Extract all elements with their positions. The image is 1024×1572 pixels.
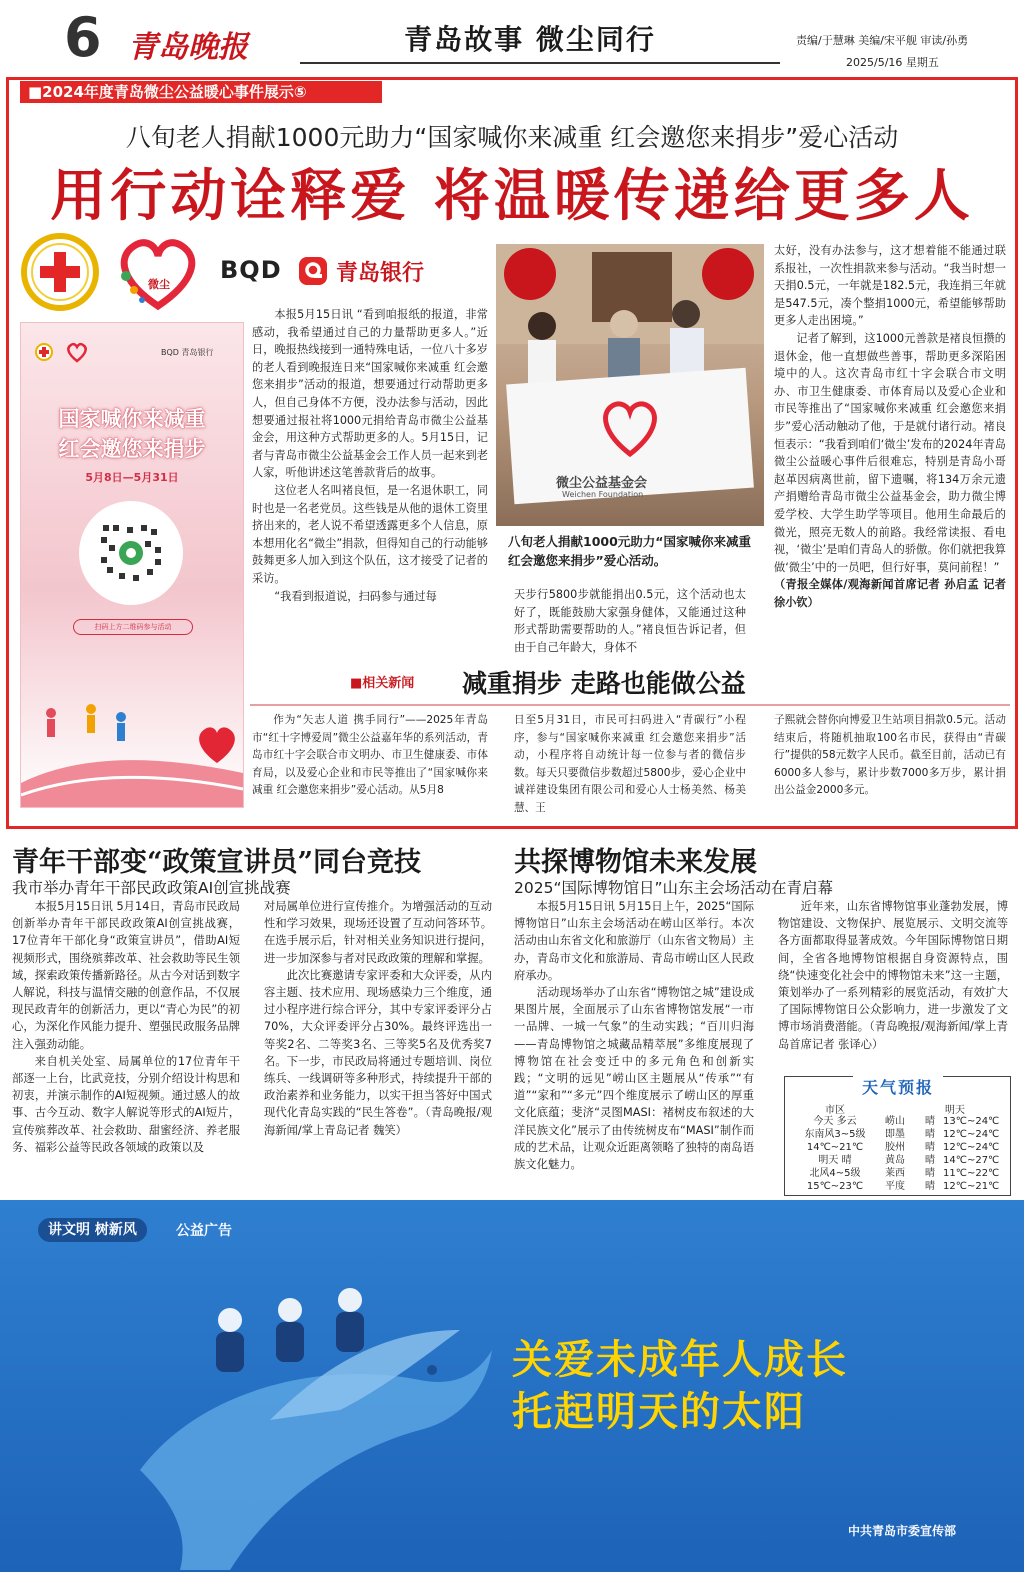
newspaper-name: 青岛晚报 [128,30,248,65]
public-service-ad [0,1200,1024,1572]
poster-red-cross-icon [35,343,53,361]
ad-line-2: 托起明天的太阳 [512,1388,806,1435]
weather-line: 北风4~5级 [809,1168,861,1179]
activity-poster [20,322,244,808]
article-right-title: 共探博物馆未来发展 [514,847,757,878]
weather-line: 15℃~23℃ [806,1181,864,1192]
ad-tag: 讲文明 树新风 [38,1218,147,1242]
related-title: 减重捐步 走路也能做公益 [462,669,746,698]
paragraph: “我看到报道说，扫码参与通过每 [274,589,437,603]
runners-illustration [21,683,243,807]
weather-line: 今天 多云 [813,1116,857,1127]
header-rule [300,62,780,64]
bank-name: 青岛银行 [336,261,425,286]
feature-column-1 [252,306,488,605]
paragraph: 对局属单位进行宣传推介。为增强活动的互动性和学习效果，现场还设置了互动问答环节。在选手展示后，针对相关业务知识进行提问，进一步加深参与者对民政政策的理解和掌握。 [264,900,492,965]
paragraph: 太好，没有办法参与，这才想着能不能通过联系报社，一次性捐款来参与活动。“我当时想一天捐0.5元，一年就是182.5元，我连捐三年就是547.5元，凑个整捐1000元，希望能够帮助更多人走出困境。” [774,244,1006,328]
bqd-logo: BQD [220,256,282,284]
flag-text: 微尘公益基金会 [556,476,648,491]
related-tag: ■相关新闻 [350,676,415,691]
related-news-header [350,664,1000,700]
sponsor-logos [20,232,490,312]
article-left-subtitle: 我市举办青年干部民政政策AI创宣挑战赛 [12,879,291,897]
paragraph: 来自机关处室、局属单位的17位青年干部逐一上台，比武竞技，分别介绍设计构思和初衷，并演示制作的AI短视频。通过感人的故事、古今互动、数字人解说等形式的AI短片，宣传殡葬改革、社会救助、甜蜜经济、养老服务、福彩公益等民政各领域的政策以及 [12,1054,240,1154]
page-number: 6 [64,6,102,69]
article-left-column-1 [12,898,240,1156]
poster-dates: 5月8日—5月31日 [85,471,179,484]
issue-date: 2025/5/16 星期五 [846,56,939,69]
poster-heart-icon [65,341,89,363]
flag-text-en: Weichen Foundation [562,490,644,499]
paragraph: 此次比赛邀请专家评委和大众评委，从内容主题、技术应用、现场感染力三个维度，通过小程序进行综合评分，其中专家评委评分占70%，大众评委评分占30%。最终评选出一等奖2名、二等奖3名、三等奖5名及优秀奖7名。下一步，市民政局将通过专题培训、岗位练兵、一线调研等多种形式，持续提升干部的政治素养和业务能力，以实干担当答好中国式现代化青岛实践的“民生答卷”。（青岛晚报/观海新闻/掌上青岛记者 魏笑） [264,968,492,1137]
ad-sponsor: 中共青岛市委宣传部 [848,1524,957,1538]
weather-title: 天气预报 [853,1075,943,1095]
paragraph: 近年来，山东省博物馆事业蓬勃发展，博物馆建设、文物保护、展览展示、文明交流等各方面都取得显著成效。今年国际博物馆日期间，全省各地博物馆根据自身资源特点，围绕“快速变化社会中的博物馆未来”这一主题，策划举办了一系列精彩的展览活动，有效扩大了国际博物馆日公众影响力，进一步激发了文博市场消费潜能。（青岛晚报/观海新闻/掌上青岛首席记者 张译心） [778,900,1008,1051]
article-right-subtitle: 2025“国际博物馆日”山东主会场活动在青启幕 [514,879,834,897]
article-left-column-2 [264,898,492,1139]
poster-line-2: 红会邀您来捐步 [58,437,206,461]
feature-column-2 [514,586,746,656]
district-row: 黄岛 晴 14℃~27℃ [885,1155,1000,1166]
related-column-3 [774,712,1006,800]
related-column-1 [252,712,488,800]
district-row: 崂山 晴 13℃~24℃ [885,1116,1000,1127]
related-column-2 [514,712,746,818]
paragraph: 本报5月15日讯 5月14日，青岛市民政局创新举办青年干部民政政策AI创宣挑战赛，17位青年干部化身“政策宣讲员”，借助AI短视频形式，围绕殡葬改革、社会救助等民生领域，探索政策传播新路径。从古今对话到数字人解说，科技与温情交融的创意作品，不仅展现民政青年的创新活力，更以“青心为民”的初心，为深化作风能力提升、塑强民政服务品牌注入强劲动能。 [12,900,240,1051]
feature-photo [496,244,764,526]
paragraph: 这位老人名叫褚良恒，是一名退休职工，同时也是一名老党员。这些钱是从他的退休工资里挤出来的，老人说不希望透露更多个人信息，原本想用化名“微尘”捐款，但得知自己的行动能够鼓舞更多人加入到这个队伍，这才接受了记者的采访。 [252,483,488,585]
weather-box [784,1076,1011,1196]
weather-tomorrow-label: 明天 [945,1105,965,1116]
qr-code[interactable] [79,501,183,605]
feature-banner: ■2024年度青岛微尘公益暖心事件展示⑤ [20,81,382,103]
paragraph: 记者了解到，这1000元善款是褚良恒攒的退休金，他一直想做些善事，帮助更多深陷困境中的人。这次青岛市红十字会联合市文明办、市卫生健康委、市体育局以及爱心企业和市民等推出了“国家喊你来减重 红会邀您来捐步”爱心活动触动了他，于是就付诸行动。褚良恒表示：“我看到咱们‘微尘’发布的2024年青岛微尘公益暖心事件后很难忘，特别是青岛小哥赵革因病离世前，留下遗嘱，将134万余元遗产捐赠给青岛市微尘公益基金会，助力微尘博爱学校、大学生助学等项目。他用生命最后的微光，照亮无数人的前路。我经常读报、看电视，‘微尘’是咱们青岛人的骄傲。你们就把我算做‘微尘’中的一员吧，但行好事，莫问前程！” [774,331,1006,574]
article-left-title: 青年干部变“政策宣讲员”同台竞技 [12,847,422,878]
ad-line-1: 关爱未成年人成长 [512,1336,848,1383]
weather-city-forecast [789,1115,881,1193]
related-rule [250,704,1010,706]
weather-line: 东南风3~5级 [804,1129,866,1140]
district-row: 平度 晴 12℃~21℃ [885,1181,1000,1192]
weather-line: 明天 晴 [818,1155,852,1166]
article-right-column-2 [778,898,1008,1053]
feature-column-3 [774,242,1006,611]
ad-type: 公益广告 [176,1223,232,1239]
weather-city-label: 市区 [825,1105,845,1116]
article-right-column-1 [514,898,754,1173]
feature-title: 用行动诠释爱 将温暖传递给更多人 [50,163,974,229]
feature-subtitle: 八旬老人捐献1000元助力“国家喊你来减重 红会邀您来捐步”爱心活动 [125,123,899,152]
poster-bank-logo: BQD 青岛银行 [161,348,214,357]
weichen-heart-icon [112,232,204,312]
district-row: 胶州 晴 12℃~24℃ [885,1142,1000,1153]
bank-q-icon [298,256,328,286]
qr-pattern-icon [79,501,183,605]
district-row: 莱西 晴 11℃~22℃ [885,1168,1000,1179]
scan-hint: 扫码上方二维码参与活动 [73,619,193,635]
poster-line-1: 国家喊你来减重 [58,407,206,431]
paragraph: 活动现场举办了山东省“博物馆之城”建设成果图片展，全面展示了山东省博物馆发展“一市一品牌、一城一气象”的生动实践；“百川归海——青岛博物馆之城藏品精萃展”多维度展现了博物馆在社会变迁中的多元角色和创新实践；“文明的远见”崂山区主题展从“传承”“有道”“家和”“多元”四个维度展示了崂山区的厚重文化底蕴；斐济“灵图MASI：褚树皮布叙述的大洋民族文化”展示了由传统树皮布“MASI”制作而成的艺术品，让观众近距离领略了独特的南岛语族文化魅力。 [514,986,754,1172]
editor-credits: 责编/于慧琳 美编/宋平舰 审读/孙勇 [796,34,969,47]
weather-line: 14℃~21℃ [806,1142,864,1153]
photo-caption: 八旬老人捐献1000元助力“国家喊你来减重 红会邀您来捐步”爱心活动。 [508,534,752,568]
weather-district-list [885,1115,1007,1193]
paragraph: 作为“矢志人道 携手同行”——2025年青岛市“红十字博爱周”微尘公益嘉年华的系列活动，青岛市红十字会联合市文明办、市卫生健康委、市体育局，以及爱心企业和市民等推出了“国家喊你来减重 红会邀您来捐步”爱心活动。从5月8 [252,714,488,797]
red-cross-icon [20,232,100,312]
paragraph: 本报5月15日讯 5月15日上午，2025“国际博物馆日”山东主会场活动在崂山区举行。本次活动由山东省文化和旅游厅（山东省文物局）主办，青岛市文化和旅游局、青岛市崂山区人民政府承办。 [514,900,754,982]
paragraph: 天步行5800步就能捐出0.5元，这个活动也太好了，既能鼓励大家强身健体，又能通过这种形式帮助需要帮助的人。”褚良恒告诉记者，但由于自己年龄大，身体不 [514,588,746,654]
section-title: 青岛故事 微尘同行 [404,23,656,56]
paragraph: 本报5月15日讯 “看到咱报纸的报道，非常感动，我希望通过自己的力量帮助更多人。”近日，晚报热线接到一通特殊电话，一位八十多岁的老人看到晚报连日来“国家喊你来减重 红会邀您来捐步”活动的报道，想要通过行动帮助更多人，但自己身体不方便，没办法参与活动，因此想要通过报社将1000元捐给青岛市微尘公益基金会，用这种方式帮助更多的人。5月15日，记者与青岛市微尘公益基金会工作人员一起来到老人家，听他讲述这笔善款背后的故事。 [252,308,488,480]
district-row: 即墨 晴 12℃~24℃ [885,1129,1000,1140]
paragraph: 子熙就会替你向博爱卫生站项目捐款0.5元。活动结束后，将随机抽取100名市民，获得由“青碳行”提供的58元数字人民币。截至目前，活动已有6000多人参与，累计步数7000多万步，累计捐出公益金2000多元。 [774,714,1006,797]
child-bird-illustration [120,1270,500,1570]
weichen-logo-text: 微尘 [148,278,170,291]
byline: （青报全媒体/观海新闻首席记者 孙启孟 记者 徐小钦） [774,578,1006,609]
paragraph: 日至5月31日，市民可扫码进入“青碳行”小程序，参与“国家喊你来减重 红会邀您来捐步”活动，小程序将自动统计每一位参与者的微信步数。每天只要微信步数超过5800步，爱心企业中诚祥建设集团有限公司和爱心人士杨美然、杨美慧、王 [514,714,746,814]
